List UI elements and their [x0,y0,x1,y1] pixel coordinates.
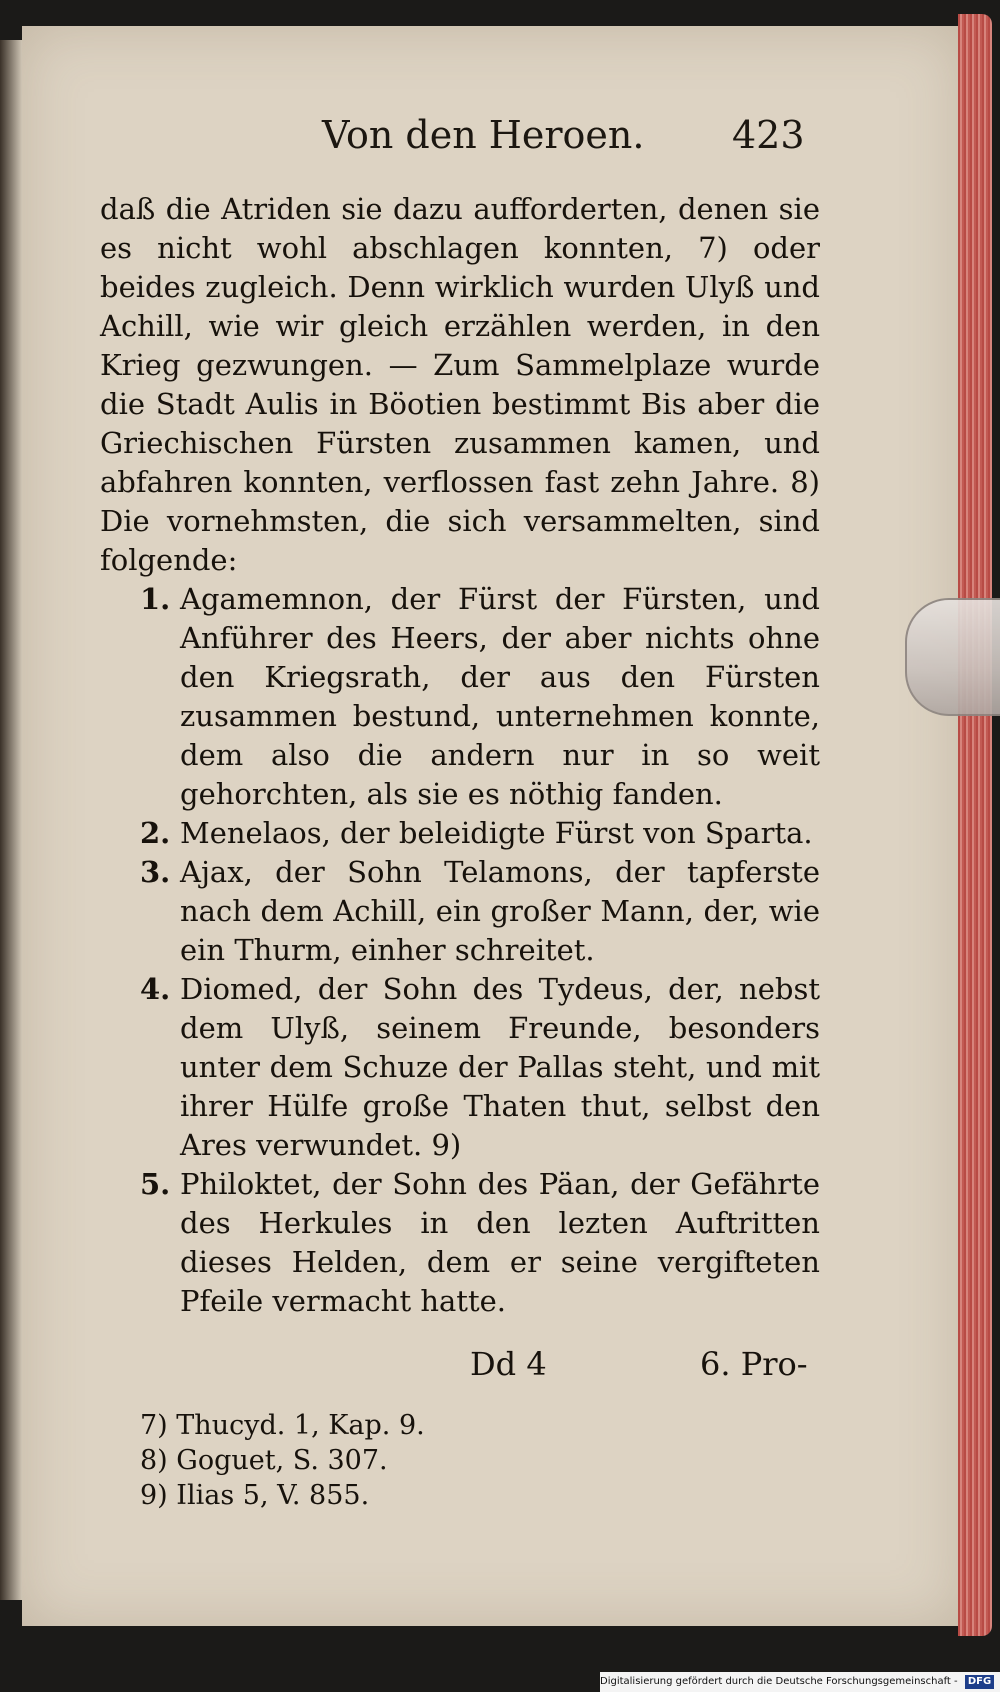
footnote: 7) Thucyd. 1, Kap. 9. [140,1410,425,1441]
list-number: 5. [140,1167,171,1201]
running-title: Von den Heroen. [322,113,645,157]
signature-mark: Dd 4 [470,1345,547,1383]
list-text: Menelaos, der beleidigte Fürst von Sparta. [180,816,813,850]
page-header [22,113,962,163]
credit-text: Digitalisierung gefördert durch die Deutsche Forschungsgemeinschaft - [600,1676,958,1687]
footnotes [140,1408,640,1513]
list-item [100,814,820,853]
list-item [100,853,820,970]
list-text: Philoktet, der Sohn des Päan, der Gefährte des Herkules in den lezten Auftritten dieses Helden, dem er seine vergifteten Pfeile vermacht hatte. [180,1167,820,1318]
list-number: 1. [140,582,171,616]
footnote: 8) Goguet, S. 307. [140,1445,388,1476]
list-text: Ajax, der Sohn Telamons, der tapferste nach dem Achill, ein großer Mann, der, wie ein Thurm, einher schreitet. [180,855,820,967]
list-number: 3. [140,855,171,889]
list-number: 4. [140,972,171,1006]
list-item [100,1165,820,1321]
page-body [100,190,820,1321]
red-page-edge [958,14,992,1636]
intro-paragraph: daß die Atriden sie dazu aufforderten, denen sie es nicht wohl abschlagen konnten, 7) oder beides zugleich. Denn wirklich wurden Ulyß und Achill, wie wir gleich erzählen werden, in den Krieg gezwungen. — Zum Sammelplaze wurde die Stadt Aulis in Böotien bestimmt Bis aber die Griechischen Fürsten zusammen kamen, und abfahren konnten, verflossen fast zehn Jahre. 8) Die vornehmsten, die sich versammelten, sind folgende: [100,192,820,577]
dfg-logo: DFG [965,1675,994,1689]
list-item [100,970,820,1165]
digitization-credit [600,1672,1000,1692]
list-number: 2. [140,816,171,850]
catchword: 6. Pro- [700,1345,808,1383]
page-clip-holder [905,598,1000,716]
footnote: 9) Ilias 5, V. 855. [140,1480,370,1511]
list-item [100,580,820,814]
list-text: Diomed, der Sohn des Tydeus, der, nebst dem Ulyß, seinem Freunde, besonders unter dem Schuze der Pallas steht, und mit ihrer Hülfe große Thaten thut, selbst den Ares verwundet. 9) [180,972,820,1162]
page-number: 423 [732,113,805,157]
list-text: Agamemnon, der Fürst der Fürsten, und Anführer des Heers, der aber nichts ohne den Kriegsrath, der aus den Fürsten zusammen bestund, unternehmen konnte, dem also die andern nur in so weit gehorchten, als sie es nöthig fanden. [180,582,820,811]
